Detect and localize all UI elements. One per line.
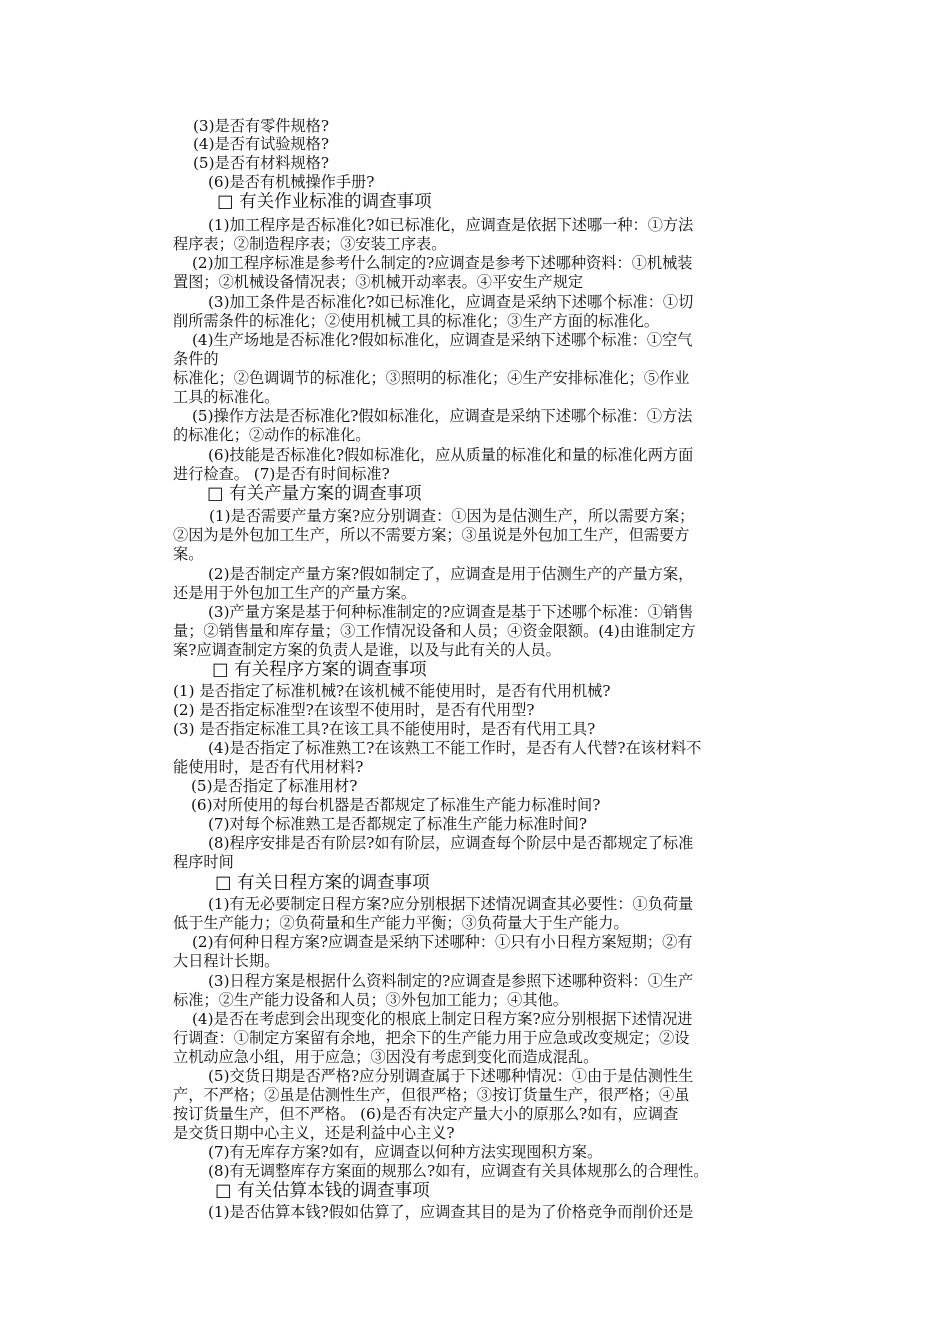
- text-line: 产，不严格；②虽是估测性生产，但很严格；③按订货量生产，很严格；④虽: [173, 1086, 690, 1104]
- text-line: (1)是否需要产量方案?应分别调查：①因为是估测生产，所以需要方案；: [209, 507, 695, 525]
- text-line: 进行检查。 (7)是否有时间标准?: [173, 465, 390, 483]
- section-heading: □ 有关日程方案的调查事项: [215, 873, 430, 893]
- text-line: 是交货日期中心主义，还是利益中心主义?: [173, 1124, 455, 1142]
- text-line: (4)是否有试验规格?: [193, 135, 329, 153]
- text-line: (4)是否指定了标准熟工?在该熟工不能工作时，是否有人代替?在该材料不: [208, 739, 702, 757]
- text-line: (8)程序安排是否有阶层?如有阶层，应调查每个阶层中是否都规定了标准: [208, 834, 694, 852]
- text-line: (8)有无调整库存方案面的规那么?如有，应调查有关具体规那么的合理性。: [208, 1162, 709, 1180]
- text-line: (1)是否估算本钱?假如估算了，应调查其目的是为了价格竞争而削价还是: [208, 1203, 694, 1221]
- text-line: (2)加工程序标准是参考什么制定的?应调查是参考下述哪种资料：①机械装: [192, 254, 693, 272]
- text-line: 低于生产能力；②负荷量和生产能力平衡；③负荷量大于生产能力。: [173, 914, 629, 932]
- text-line: (5)是否有材料规格?: [193, 154, 329, 172]
- text-line: (3)是否有零件规格?: [193, 117, 329, 135]
- text-line: (1)加工程序是否标准化?如已标准化，应调查是依据下述哪一种：①方法: [208, 216, 694, 234]
- text-line: (2)有何种日程方案?应调查是采纳下述哪种：①只有小日程方案短期；②有: [192, 933, 693, 951]
- text-line: (5)是否指定了标准用材?: [191, 777, 358, 795]
- text-line: 削所需条件的标准化；②使用机械工具的标准化；③生产方面的标准化。: [173, 312, 659, 330]
- text-line: ②因为是外包加工生产，所以不需要方案；③虽说是外包加工生产，但需要方: [173, 526, 690, 544]
- text-line: 立机动应急小组，用于应急；③因没有考虑到变化而造成混乱。: [173, 1048, 599, 1066]
- text-line: (5)交货日期是否严格?应分别调查属于下述哪种情况：①由于是估测性生: [208, 1067, 694, 1085]
- text-line: 的标准化；②动作的标准化。: [173, 426, 371, 444]
- text-line: (3)加工条件是否标准化?如已标准化，应调查是采纳下述哪个标准：①切: [208, 293, 694, 311]
- text-line: (4)生产场地是否标准化?假如标准化，应调查是采纳下述哪个标准：①空气: [192, 331, 693, 349]
- section-heading: □ 有关程序方案的调查事项: [212, 660, 427, 680]
- text-line: 大日程计长期。: [173, 952, 280, 970]
- text-line: 程序时间: [173, 853, 234, 871]
- text-line: (7)有无库存方案?如有，应调查以何种方法实现囤积方案。: [208, 1143, 603, 1161]
- text-line: 程序表；②制造程序表；③安装工序表。: [173, 235, 447, 253]
- text-line: (3)日程方案是根据什么资料制定的?应调查是参照下述哪种资料：①生产: [208, 972, 694, 990]
- text-line: 按订货量生产，但不严格。 (6)是否有决定产量大小的原那么?如有，应调查: [173, 1105, 679, 1123]
- section-heading: □ 有关作业标准的调查事项: [217, 192, 432, 212]
- text-line: (6)技能是否标准化?假如标准化，应从质量的标准化和量的标准化两方面: [208, 446, 694, 464]
- text-line: 置图；②机械设备情况表；③机械开动率表。④平安生产规定: [173, 273, 584, 291]
- text-line: 还是用于外包加工生产的产量方案。: [173, 584, 416, 602]
- text-line: 量；②销售量和库存量；③工作情况设备和人员；④资金限额。(4)由谁制定方: [173, 622, 696, 640]
- text-line: 能使用时，是否有代用材料?: [173, 758, 364, 776]
- text-line: (4)是否在考虑到会出现变化的根底上制定日程方案?应分别根据下述情况进: [192, 1010, 693, 1028]
- text-line: (2)是否制定产量方案?假如制定了，应调查是用于估测生产的产量方案，: [208, 565, 694, 583]
- text-line: 案。: [173, 545, 204, 563]
- text-line: (1) 是否指定了标准机械?在该机械不能使用时，是否有代用机械?: [173, 682, 611, 700]
- text-line: (6)对所使用的每台机器是否都规定了标准生产能力标准时间?: [191, 796, 601, 814]
- text-line: (7)对每个标准熟工是否都规定了标准生产能力标准时间?: [208, 815, 587, 833]
- text-line: (3)产量方案是基于何种标准制定的?应调查是基于下述哪个标准：①销售: [208, 603, 694, 621]
- text-line: 工具的标准化。: [173, 388, 280, 406]
- text-line: 案?应调查制定方案的负责人是谁，以及与此有关的人员。: [173, 641, 561, 659]
- text-line: 条件的: [173, 350, 219, 368]
- section-heading: □ 有关估算本钱的调查事项: [215, 1181, 430, 1201]
- text-line: (3) 是否指定标准工具?在该工具不能使用时，是否有代用工具?: [173, 720, 596, 738]
- section-heading: □ 有关产量方案的调查事项: [207, 484, 422, 504]
- text-line: 标准；②生产能力设备和人员；③外包加工能力；④其他。: [173, 991, 568, 1009]
- text-line: (2) 是否指定标准型?在该型不使用时，是否有代用型?: [173, 701, 535, 719]
- text-line: 标准化；②色调调节的标准化；③照明的标准化；④生产安排标准化；⑤作业: [173, 369, 690, 387]
- text-line: (5)操作方法是否标准化?假如标准化，应调查是采纳下述哪个标准：①方法: [192, 407, 693, 425]
- text-line: 行调查：①制定方案留有余地，把余下的生产能力用于应急或改变规定；②设: [173, 1029, 690, 1047]
- text-line: (1)有无必要制定日程方案?应分别根据下述情况调查其必要性：①负荷量: [208, 895, 694, 913]
- text-line: (6)是否有机械操作手册?: [208, 173, 375, 191]
